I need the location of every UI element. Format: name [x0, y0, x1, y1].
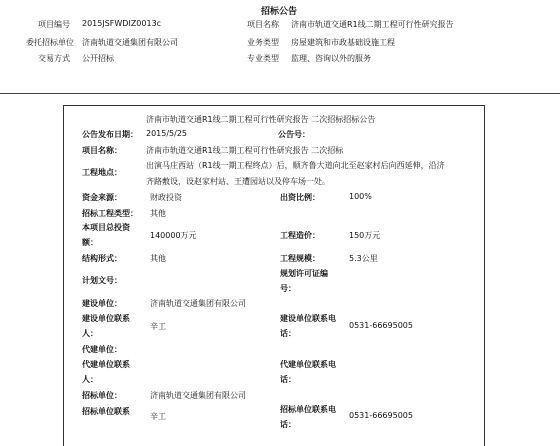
location-label: 工程地点： — [82, 168, 122, 177]
header-divider — [0, 93, 560, 94]
total-investment-label-2: 额： — [82, 238, 98, 247]
business-type-label: 业务类型 — [247, 38, 279, 47]
specialty-type-value: 监理、咨询以外的服务 — [291, 54, 371, 63]
publish-date-label: 公告发布日期： — [82, 130, 138, 139]
plan-doc-label: 计划文号： — [82, 276, 122, 285]
publish-date-value: 2015/5/25 — [146, 129, 188, 138]
notice-frame — [63, 105, 485, 446]
scale-value: 5.3公里 — [349, 254, 378, 263]
header-title: 招标公告 — [261, 7, 298, 17]
cost-label: 工程造价： — [280, 231, 320, 240]
fund-ratio-value: 100% — [349, 192, 372, 201]
fund-source-label: 资金来源： — [82, 193, 122, 202]
scale-label: 工程规模： — [280, 254, 320, 263]
project-name-value: 济南市轨道交通R1线二期工程可行性研究报告 — [291, 20, 454, 29]
tenderer-contact-label-1: 招标单位联系 — [82, 407, 130, 416]
structure-value: 其他 — [150, 254, 166, 263]
cost-value: 150万元 — [349, 231, 381, 240]
total-investment-value: 140000万元 — [150, 231, 197, 240]
builder-phone-label-1: 建设单位联系电 — [280, 314, 336, 323]
builder-phone-value: 0531-66695005 — [349, 321, 413, 330]
tenderer-phone-label-2: 话： — [280, 420, 296, 429]
fund-source-value: 财政投资 — [150, 193, 182, 202]
fund-ratio-label: 出资比例： — [280, 193, 320, 202]
builder-label: 建设单位： — [82, 299, 122, 308]
builder-contact-label-2: 人： — [82, 329, 98, 338]
tenderer-contact-value: 辛工 — [150, 412, 166, 421]
permit-label-1: 规划许可证编 — [280, 269, 328, 278]
location-line-1: 出演马庄西站（R1线一期工程终点）后，顺齐鲁大道向北至赵家村后向西延伸，沿济 — [146, 161, 445, 170]
agent-contact-label-1: 代建单位联系 — [82, 360, 130, 369]
project-name-body-value: 济南市轨道交通R1线二期工程可行性研究报告 二次招标 — [146, 146, 344, 155]
project-name-label: 项目名称 — [247, 20, 279, 29]
tenderer-label: 招标单位： — [82, 391, 122, 400]
business-type-value: 房屋建筑和市政基础设施工程 — [291, 38, 395, 47]
client-value: 济南轨道交通集团有限公司 — [82, 38, 178, 47]
builder-contact-value: 辛工 — [150, 322, 166, 331]
project-code-label: 项目编号 — [38, 20, 70, 29]
project-name-body-label: 项目名称： — [82, 146, 122, 155]
total-investment-label-1: 本项目总投资 — [82, 223, 130, 232]
notice-no-label: 公告号： — [278, 130, 310, 139]
builder-value: 济南轨道交通集团有限公司 — [150, 299, 246, 308]
agent-contact-label-2: 人： — [82, 375, 98, 384]
tenderer-value: 济南轨道交通集团有限公司 — [150, 391, 246, 400]
tenderer-phone-label-1: 招标单位联系电 — [280, 405, 336, 414]
tenderer-phone-value: 0531-66695005 — [349, 411, 413, 420]
trade-method-label: 交易方式 — [38, 54, 70, 63]
agent-label: 代建单位： — [82, 345, 122, 354]
specialty-type-label: 专业类型 — [247, 54, 279, 63]
agent-phone-label-2: 话： — [280, 375, 296, 384]
client-label: 委托招标单位 — [26, 38, 74, 47]
project-type-label: 招标工程类型： — [82, 209, 138, 218]
notice-title: 济南市轨道交通R1线二期工程可行性研究报告 二次招标招标公告 — [146, 115, 376, 124]
structure-label: 结构形式： — [82, 254, 122, 263]
agent-phone-label-1: 代建单位联系电 — [280, 360, 336, 369]
permit-label-2: 号： — [280, 284, 296, 293]
location-line-2: 齐路敷设，设赵家村站、王遭园站以及停车场一处。 — [146, 177, 330, 186]
builder-contact-label-1: 建设单位联系 — [82, 314, 130, 323]
project-type-value: 其他 — [150, 209, 166, 218]
builder-phone-label-2: 话： — [280, 329, 296, 338]
trade-method-value: 公开招标 — [82, 54, 114, 63]
project-code-value: 2015JSFWDIZ0013c — [82, 19, 162, 28]
